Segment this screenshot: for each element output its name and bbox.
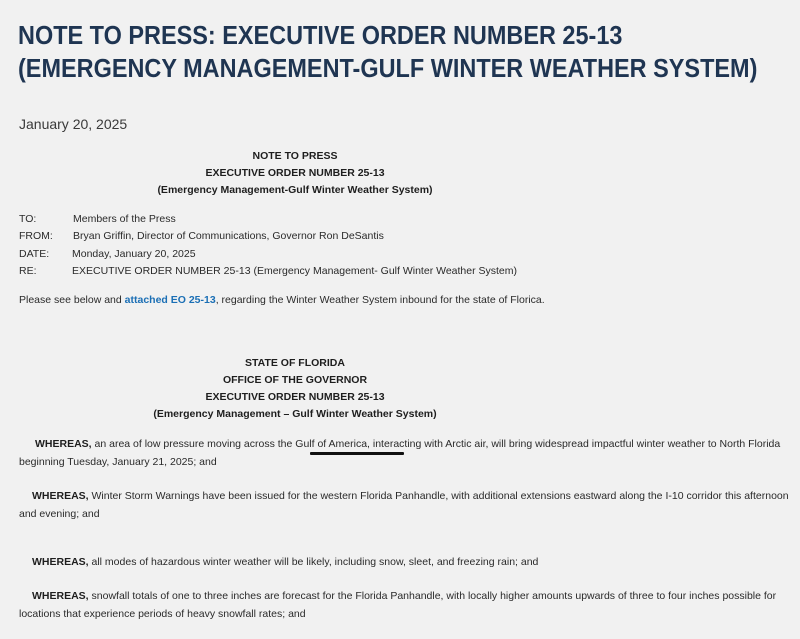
whereas-text: Winter Storm Warnings have been issued for the western Florida Panhandle, with additional extensions eastward along the I-10 corridor this afternoon and evening; and [19, 490, 789, 520]
note-header-line-3: (Emergency Management-Gulf Winter Weather System) [157, 184, 433, 196]
order-header-line-1: STATE OF FLORIDA [245, 357, 345, 369]
memo-date-label: DATE: [19, 247, 50, 260]
attached-eo-link[interactable]: attached EO 25-13 [124, 294, 216, 306]
memo-date-row [19, 246, 517, 263]
page-title-line-2: (EMERGENCY MANAGEMENT-GULF WINTER WEATHER SYSTEM) [18, 55, 758, 83]
memo-to-label: TO: [19, 213, 37, 225]
memo-block [19, 211, 517, 280]
order-header-line-2: OFFICE OF THE GOVERNOR [222, 374, 368, 386]
see-below-text-end: , regarding the Winter Weather System inbound for the state of Florica. [215, 294, 545, 306]
memo-to-row [19, 211, 517, 228]
order-header-line-4: (Emergency Management – Gulf Winter Weather System) [153, 408, 437, 420]
memo-re-label: RE: [19, 264, 37, 277]
page-title-line-1: NOTE TO PRESS: EXECUTIVE ORDER NUMBER 25-13 [18, 22, 623, 50]
whereas-text: snowfall totals of one to three inches are forecast for the Florida Panhandle, with locally higher amounts upwards of three to four inches possible for locations that experience periods of heavy snowfall rates; and [19, 590, 777, 620]
whereas-keyword: WHEREAS, [32, 556, 89, 568]
whereas-paragraph-3 [19, 554, 789, 572]
whereas-paragraph-1 [19, 436, 789, 471]
memo-to-value: Members of the Press [73, 213, 176, 225]
whereas-keyword: WHEREAS, [32, 590, 89, 602]
whereas-paragraph-2 [19, 488, 789, 523]
memo-from-row [19, 228, 517, 245]
whereas-text: an area of low pressure moving across the Gulf of America, interacting with Arctic air, will bring widespread impactful winter weather to North Florida beginning Tuesday, January 21, 2025; and [19, 438, 781, 468]
memo-re-value: EXECUTIVE ORDER NUMBER 25-13 (Emergency Management- Gulf Winter Weather System) [72, 264, 518, 277]
see-below-paragraph [19, 292, 789, 310]
handwritten-underline [310, 452, 404, 455]
note-header-line-1: NOTE TO PRESS [252, 150, 338, 162]
order-header [0, 355, 590, 423]
whereas-text: all modes of hazardous winter weather will be likely, including snow, sleet, and freezing rain; and [88, 556, 539, 568]
note-header [0, 148, 590, 199]
order-header-line-3: EXECUTIVE ORDER NUMBER 25-13 [205, 391, 385, 403]
see-below-text: Please see below and [19, 294, 125, 306]
memo-from-label: FROM: [19, 230, 53, 243]
memo-date-value: Monday, January 20, 2025 [72, 247, 196, 260]
whereas-paragraph-4 [19, 588, 789, 623]
whereas-keyword: WHEREAS, [35, 438, 92, 450]
page-title [18, 20, 758, 86]
whereas-keyword: WHEREAS, [32, 490, 89, 502]
publish-date: January 20, 2025 [19, 116, 128, 132]
memo-from-value: Bryan Griffin, Director of Communications, Governor Ron DeSantis [73, 230, 384, 243]
memo-re-row [19, 263, 517, 280]
note-header-line-2: EXECUTIVE ORDER NUMBER 25-13 [205, 167, 385, 179]
